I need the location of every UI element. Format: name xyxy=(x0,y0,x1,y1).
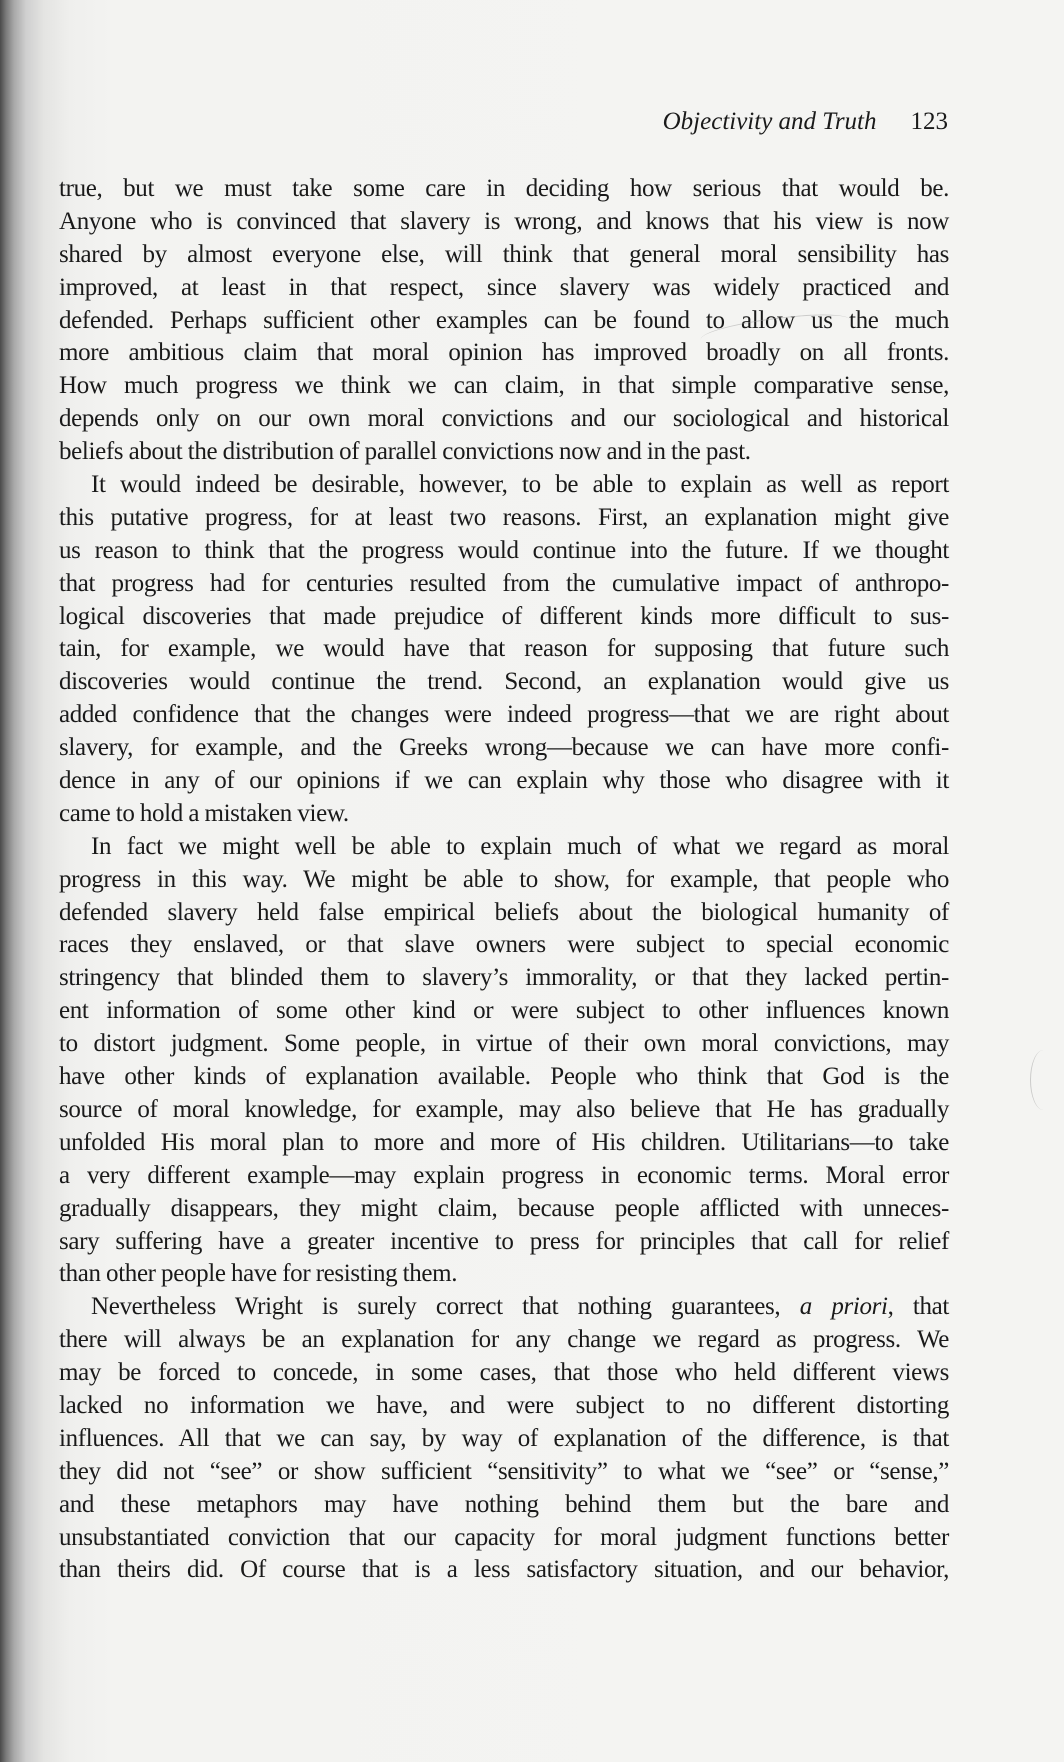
text-line: How much progress we think we can claim, in that simple comparative sense, xyxy=(59,372,949,400)
text-line: influences. All that we can say, by way of explanation of the difference, is that xyxy=(59,1424,949,1452)
text-run: Nevertheless Wright is surely correct that nothing guarantees, xyxy=(91,1293,781,1321)
text-line: defended. Perhaps sufficient other examples can be found to allow us the much xyxy=(59,306,949,334)
body-text xyxy=(59,173,949,1587)
page-number: 123 xyxy=(910,108,948,135)
text-line: gradually disappears, they might claim, because people afflicted with unneces- xyxy=(59,1194,949,1222)
text-line: have other kinds of explanation available. People who think that God is the xyxy=(59,1063,949,1091)
running-head xyxy=(560,108,948,142)
running-title: Objectivity and Truth xyxy=(662,108,877,135)
text-line: progress in this way. We might be able to show, for example, that people who xyxy=(59,865,949,893)
text-line: a very different example—may explain progress in economic terms. Moral error xyxy=(59,1161,949,1189)
text-line: slavery, for example, and the Greeks wrong—because we can have more confi- xyxy=(59,734,949,762)
text-line: improved, at least in that respect, since slavery was widely practiced and xyxy=(59,273,949,301)
text-line: logical discoveries that made prejudice of different kinds more difficult to sus- xyxy=(59,602,949,630)
text-line: tain, for example, we would have that reason for supposing that future such xyxy=(59,635,949,663)
text-line: more ambitious claim that moral opinion has improved broadly on all fronts. xyxy=(59,339,949,367)
text-line: lacked no information we have, and were subject to no different distorting xyxy=(59,1391,949,1419)
italic-term: a priori xyxy=(799,1293,888,1321)
pencil-mark xyxy=(1030,1050,1057,1110)
text-run: , that xyxy=(887,1293,949,1321)
text-line: they did not “see” or show sufficient “sensitivity” to what we “see” or “sense,” xyxy=(59,1457,949,1485)
text-line: beliefs about the distribution of parallel convictions now and in the past. xyxy=(59,438,751,466)
text-line: added confidence that the changes were indeed progress—that we are right about xyxy=(59,701,949,729)
text-line-paragraph-start xyxy=(59,1291,949,1324)
text-line: Anyone who is convinced that slavery is wrong, and knows that his view is now xyxy=(59,207,949,235)
text-line: unsubstantiated conviction that our capacity for moral judgment functions better xyxy=(59,1523,949,1551)
text-line: and these metaphors may have nothing behind them but the bare and xyxy=(59,1490,949,1518)
text-line: us reason to think that the progress would continue into the future. If we thought xyxy=(59,536,949,564)
text-line: races they enslaved, or that slave owners were subject to special economic xyxy=(59,931,949,959)
text-line: stringency that blinded them to slavery’s immorality, or that they lacked pertin- xyxy=(59,964,949,992)
text-line: there will always be an explanation for any change we regard as progress. We xyxy=(59,1326,949,1354)
text-line-paragraph-start: It would indeed be desirable, however, to be able to explain as well as report xyxy=(91,471,949,499)
text-line: defended slavery held false empirical beliefs about the biological humanity of xyxy=(59,898,949,926)
text-line-paragraph-start: In fact we might well be able to explain much of what we regard as moral xyxy=(91,832,949,860)
text-line: unfolded His moral plan to more and more of His children. Utilitarians—to take xyxy=(59,1128,949,1156)
text-line: shared by almost everyone else, will think that general moral sensibility has xyxy=(59,240,949,268)
text-line: than other people have for resisting them. xyxy=(59,1260,458,1288)
text-line: than theirs did. Of course that is a less satisfactory situation, and our behavior, xyxy=(59,1556,949,1584)
text-line: ent information of some other kind or were subject to other influences known xyxy=(59,997,949,1025)
text-line: true, but we must take some care in deciding how serious that would be. xyxy=(59,175,949,202)
text-line: sary suffering have a greater incentive to press for principles that call for relief xyxy=(59,1227,949,1255)
text-line: source of moral knowledge, for example, may also believe that He has gradually xyxy=(59,1095,949,1123)
text-line: came to hold a mistaken view. xyxy=(59,799,349,827)
text-line: dence in any of our opinions if we can explain why those who disagree with it xyxy=(59,767,949,795)
text-line: that progress had for centuries resulted from the cumulative impact of anthropo- xyxy=(59,569,949,597)
text-line: depends only on our own moral convictions and our sociological and historical xyxy=(59,405,949,433)
text-line: may be forced to concede, in some cases, that those who held different views xyxy=(59,1359,949,1387)
text-line: to distort judgment. Some people, in virtue of their own moral convictions, may xyxy=(59,1030,949,1058)
text-line: this putative progress, for at least two reasons. First, an explanation might give xyxy=(59,503,949,531)
text-line: discoveries would continue the trend. Second, an explanation would give us xyxy=(59,668,949,696)
